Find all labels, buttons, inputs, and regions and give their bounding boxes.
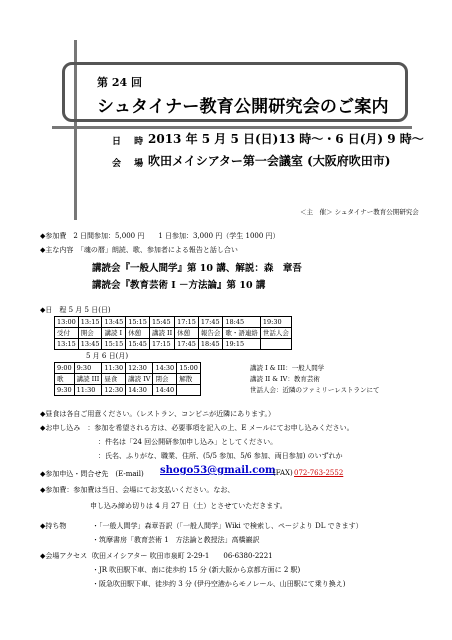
table-cell: 歌: [55, 374, 75, 385]
payment-line-2: 申し込み締め切りは 4 月 27 日（土）とさせていただきます。: [90, 502, 287, 510]
table-cell: 15:15: [126, 317, 150, 328]
table-row: [55, 385, 201, 396]
schedule-day1-table: [54, 316, 292, 350]
table-cell: 13:15: [55, 339, 79, 350]
fee-line: ◆参加費 2 日間参加：5,000 円 1 日参加：3,000 円（学生 1000 円）: [40, 232, 280, 240]
table-cell: 14:30: [153, 363, 177, 374]
schedule-note: 講読 I & III：一般人間学: [250, 364, 325, 372]
host-line: ＜主 催＞ シュタイナー教育公開研究会: [300, 208, 419, 216]
table-cell: 12:30: [102, 385, 126, 396]
table-row: [55, 339, 292, 350]
table-cell: 17:15: [175, 317, 199, 328]
edition-label: 第 24 回: [97, 76, 142, 89]
table-cell: 休憩: [126, 328, 150, 339]
table-cell: 閉会: [153, 374, 177, 385]
table-cell: 13:45: [102, 317, 126, 328]
table-row: [55, 374, 201, 385]
table-cell: 講読 III: [74, 374, 102, 385]
table-cell: [177, 385, 201, 396]
table-cell: 講読 II: [149, 328, 174, 339]
payment-line-1: ◆参加費：参加費は当日、会場にてお支払いください。なお、: [40, 486, 235, 494]
venue-label: 会 場: [112, 159, 149, 169]
table-cell: 14:40: [153, 385, 177, 396]
content-line: ◆主な内容 「魂の暦」朗読、歌、参加者による報告と話し合い: [40, 246, 238, 254]
access-line-2: ・JR 吹田駅下車、南に徒歩約 15 分 (新大阪から京都方面に 2 駅): [92, 566, 301, 574]
contact-fax-number[interactable]: 072-763-2552: [294, 469, 344, 477]
decorative-horizontal-line: [52, 126, 412, 129]
table-cell: 15:45: [126, 339, 150, 350]
meals-line: ◆昼食は各自ご用意ください。（レストラン、コンビニが近隣にあります。）: [40, 410, 276, 418]
table-cell: 11:30: [74, 385, 102, 396]
datetime-value: 2013 年 5 月 5 日(日)13 時～・6 日(月) 9 時～: [148, 132, 424, 146]
table-cell: 開会: [78, 328, 102, 339]
table-cell: [260, 339, 291, 350]
access-line-3: ・阪急吹田駅下車、徒歩約 3 分 (伊丹空港からモノレール、山田駅にて乗り換え): [92, 580, 346, 588]
schedule-day2-table: [54, 362, 201, 396]
contact-fax-label: (FAX): [273, 469, 293, 477]
table-cell: 17:15: [149, 339, 174, 350]
apply-subject-line: ：件名は「24 回公開研参加申し込み」としてください。: [98, 438, 278, 446]
apply-intro-line: ◆お申し込み ：参加を希望される方は、必要事項を記入の上、E メールにてお申し込みください。: [40, 424, 354, 432]
table-row: [55, 317, 292, 328]
bring-item-1: ・「一般人間学」森章吾訳（「一般人間学」Wiki で検索し、ページより DL できます）: [92, 522, 363, 530]
table-cell: 講読 I: [102, 328, 126, 339]
table-cell: 9:30: [74, 363, 102, 374]
schedule-note: 世話人会：近隣のファミリーレストランにて: [250, 386, 380, 394]
table-cell: 13:15: [78, 317, 102, 328]
table-cell: 13:45: [78, 339, 102, 350]
table-cell: 講読 IV: [126, 374, 153, 385]
table-cell: 17:45: [175, 339, 199, 350]
table-cell: 18:45: [223, 317, 261, 328]
venue-value: 吹田メイシアター第一会議室 (大阪府吹田市): [148, 154, 391, 168]
table-cell: 14:30: [126, 385, 153, 396]
table-cell: 18:45: [198, 339, 223, 350]
apply-fields-line: ：氏名、ふりがな、職業、住所、(5/5 参加、5/6 参加、両日参加) のいずれか: [98, 452, 343, 460]
schedule-notes: [250, 363, 380, 396]
table-cell: 9:00: [55, 363, 75, 374]
schedule-day1-label: ◆日 程 5 月 5 日(日): [40, 306, 111, 314]
bring-item-2: ・筑摩書房「教育芸術 1 方法論と教授法」高橋巖訳: [92, 536, 260, 544]
datetime-label: 日 時: [112, 137, 149, 147]
table-cell: 昼食: [102, 374, 126, 385]
table-cell: 13:00: [55, 317, 79, 328]
contact-email-link[interactable]: shogo53@gmail.com: [160, 465, 276, 476]
access-line-1: 吹田メイシアター 吹田市泉町 2-29-1 06-6380-2221: [92, 552, 273, 560]
table-cell: 15:00: [177, 363, 201, 374]
table-cell: 11:30: [102, 363, 126, 374]
table-cell: 15:45: [149, 317, 174, 328]
table-cell: 12:30: [126, 363, 153, 374]
table-cell: 15:15: [102, 339, 126, 350]
contact-label: ◆参加申込・問合せ先 (E-mail): [40, 470, 144, 478]
table-cell: 解散: [177, 374, 201, 385]
table-cell: 歌・語連絡: [223, 328, 261, 339]
table-cell: 17:45: [198, 317, 223, 328]
lecture-2: 講読会『教育芸術 I －方法論』第 10 講: [92, 280, 266, 291]
table-cell: 19:15: [223, 339, 261, 350]
schedule-day2-label: 5 月 6 日(月): [86, 352, 129, 360]
lecture-1: 講読会『一般人間学』第 10 講、解説：森 章吾: [92, 263, 302, 274]
schedule-note: 講読 II & IV：教育芸術: [250, 375, 320, 383]
table-cell: 9:30: [55, 385, 75, 396]
bring-label: ◆持ち物: [40, 522, 67, 530]
table-cell: 世話人会: [260, 328, 291, 339]
table-row: [55, 363, 201, 374]
table-cell: 報告会: [198, 328, 223, 339]
page-title: シュタイナー教育公開研究会のご案内: [97, 97, 389, 117]
access-label: ◆会場アクセス: [40, 552, 88, 560]
table-row: [55, 328, 292, 339]
table-cell: 休憩: [175, 328, 199, 339]
table-cell: 19:30: [260, 317, 291, 328]
table-cell: 受付: [55, 328, 79, 339]
